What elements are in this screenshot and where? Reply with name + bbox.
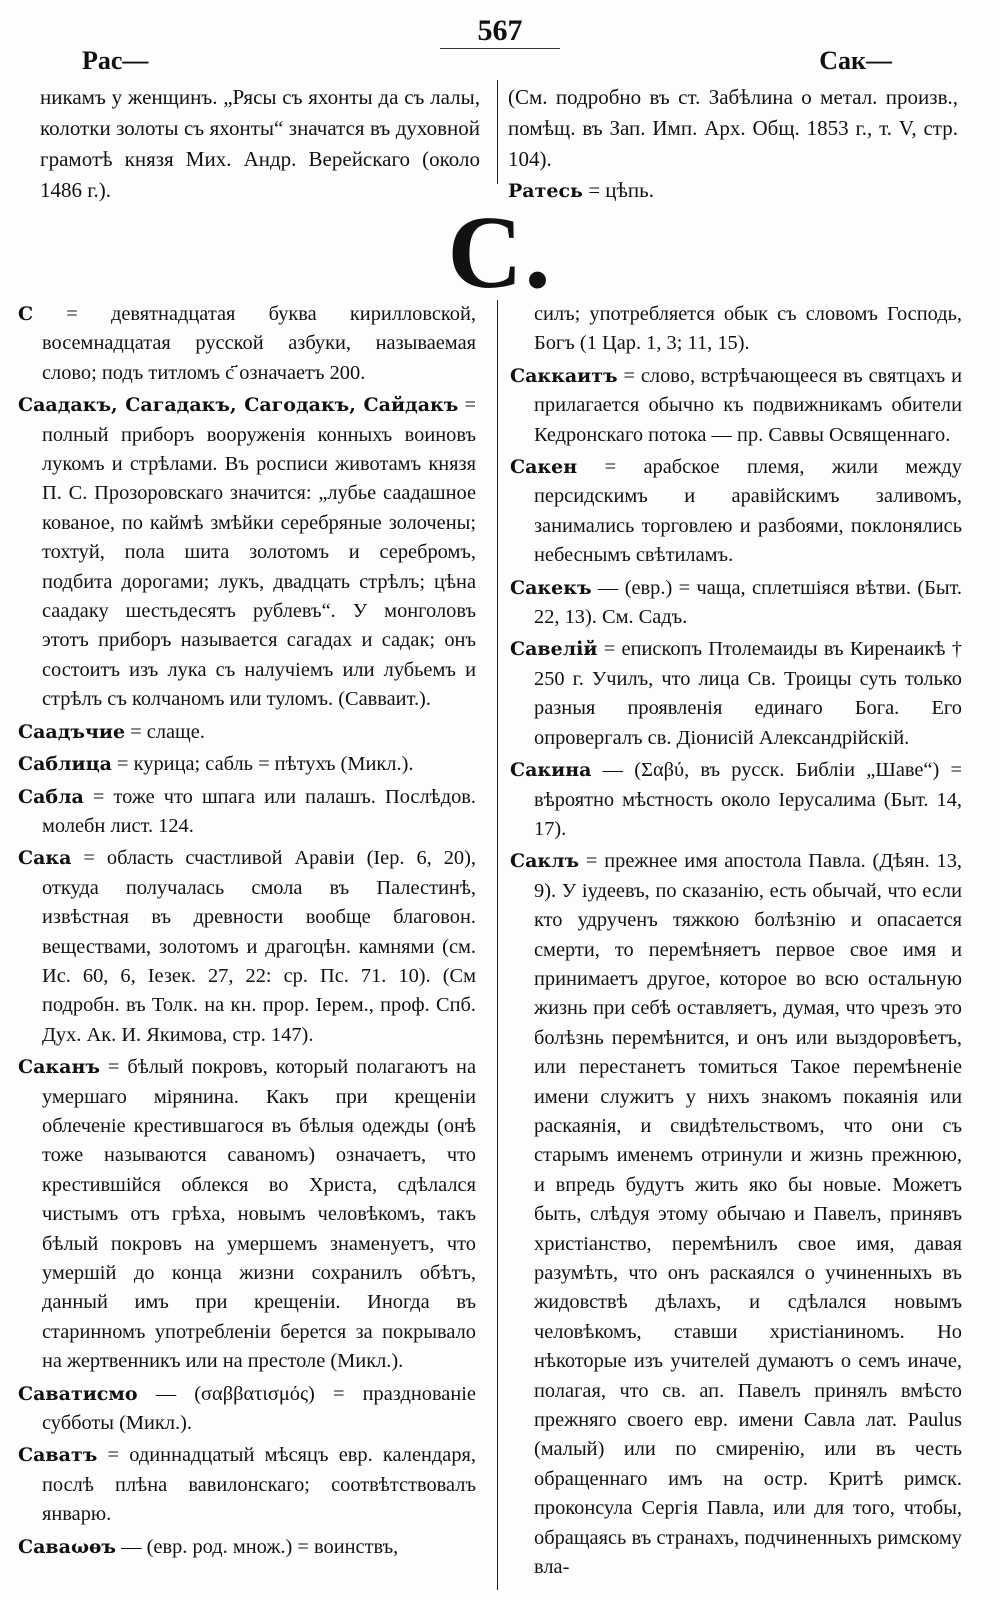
section-letter: С. [447, 195, 553, 310]
entry-body: — (σαββατισμός) = празднованіе субботы (Микл.). [42, 1382, 476, 1435]
dictionary-entry [510, 635, 962, 753]
dictionary-entry [510, 756, 962, 844]
entry-body: — (евр. род. множ.) = воинствъ, [116, 1535, 399, 1558]
entry-headword: Сакен [510, 456, 578, 479]
entry-headword: Савелій [510, 638, 598, 661]
entry-headword: С [18, 303, 34, 325]
entry-headword: Саканъ [18, 1056, 100, 1079]
page-number-rule [440, 48, 560, 49]
entry-body: = бѣлый покровъ, который полагаютъ на умершаго мірянина. Какъ при крещеніи облеченіе крестившагося въ бѣлыя одежды (онѣ тоже называются саваномъ) означаетъ, что крестившійся облекся во Христа, сдѣлался чистымъ отъ грѣха, новымъ человѣкомъ, такъ бѣлый покровъ на умершемъ знаменуетъ, что умершій до конца жизни сохранилъ обѣтъ, данный имъ при крещеніи. Иногда въ старинномъ употребленіи берется за покрывало на жертвенникъ или на престоле (Микл.). [42, 1056, 476, 1373]
entry-body: = область счастливой Аравіи (Iер. 6, 20), откуда получалась смола въ Палестинѣ, извѣстная въ древности вообще благовон. веществами, золотомъ и драгоцѣн. камнями (см. Ис. 60, 6, Iезек. 27, 22: ср. Пс. 71. 10). (См подробн. въ Толк. на кн. прор. Iерем., проф. Спб. Дух. Ак. И. Якимова, стр. 147). [42, 847, 476, 1046]
dictionary-entry [18, 1533, 476, 1562]
entry-headword: Саклъ [510, 850, 580, 873]
entry-headword: Сакекъ [510, 576, 592, 599]
running-head-left: Рас— [82, 46, 149, 75]
dictionary-entry [510, 847, 962, 1582]
dictionary-entry [18, 1053, 476, 1376]
entry-headword: Саватисмо [18, 1382, 138, 1405]
entry-headword: Сабла [18, 785, 84, 808]
dictionary-entry [18, 783, 476, 842]
entry-body: = арабское племя, жили между персидскимъ и аравійскимъ заливомъ, занимались торговлею и разбоями, поклонялись небеснымъ свѣтиламъ. [534, 456, 962, 567]
dictionary-entry [510, 362, 962, 450]
dictionary-entry [18, 300, 476, 388]
page-number: 567 [477, 14, 523, 47]
entry-headword: Саваωѳъ [18, 1535, 117, 1558]
entry-headword: Саватъ [18, 1444, 98, 1467]
dictionary-entry [510, 300, 962, 359]
dictionary-entry [18, 391, 476, 714]
entry-headword: Саадакъ, Сагадакъ, Сагодакъ, Сайдакъ [18, 394, 459, 417]
entry-body: = цѣпь. [582, 178, 654, 202]
top-column-divider [497, 80, 498, 184]
top-left-text: никамъ у женщинъ. „Рясы съ яхонты да съ лалы, колотки золоты съ яхонты“ значатся въ духовной грамотѣ князя Мих. Андр. Верейскаго (около 1486 г.). [40, 85, 480, 202]
dictionary-entry [18, 844, 476, 1050]
entry-body: = тоже что шпага или палашъ. Послѣдов. молебн лист. 124. [42, 785, 476, 837]
top-left-continuation [40, 82, 480, 206]
entry-body: = слаще. [125, 720, 205, 743]
entry-body: = курица; сабль = пѣтухъ (Микл.). [111, 753, 414, 776]
entry-body: = епископъ Птолемаиды въ Киренаикѣ † 250 г. Училъ, что лица Св. Троицы суть только разныя проявленія единаго Бога. Его опровергалъ св. Діонисій Александрійскій. [534, 638, 962, 749]
right-column [510, 300, 962, 1585]
column-divider [497, 300, 498, 1590]
dictionary-entry [18, 1441, 476, 1529]
entry-body: = одиннадцатый мѣсяцъ евр. календаря, послѣ плѣна вавилонскаго; соотвѣтствовалъ январю. [42, 1444, 476, 1526]
dictionary-entry [18, 718, 476, 747]
entry-body: = девятнадцатая буква кирилловской, восемнадцатая русской азбуки, называемая слово; подъ титломъ с҃ означаетъ 200. [33, 303, 476, 384]
left-column [18, 300, 476, 1565]
entry-headword: Ратесь [508, 180, 583, 202]
entry-body: — (Σαβύ, въ русск. Библіи „Шаве“) = вѣроятно мѣстность около Iерусалима (Быт. 14, 17). [534, 759, 962, 840]
entry-headword: Саккаитъ [510, 364, 618, 387]
dictionary-entry [510, 453, 962, 571]
entry-headword: Саадъчие [18, 720, 126, 743]
top-right-text: (См. подробно въ ст. Забѣлина о метал. произв., помѣщ. въ Зап. Имп. Арх. Общ. 1853 г., т. V, стр. 104). [508, 85, 958, 171]
entry-body: — (евр.) = чаща, сплетшіяся вѣтви. (Быт. 22, 13). См. Садъ. [534, 576, 962, 629]
dictionary-entry [18, 750, 476, 779]
dictionary-entry [510, 574, 962, 633]
entry-body: силъ; употребляется обык съ словомъ Господь, Богъ (1 Цар. 1, 3; 11, 15). [534, 303, 962, 355]
entry-headword: Сака [18, 847, 72, 870]
top-right-continuation [508, 82, 958, 207]
running-head-right: Сак— [819, 46, 892, 75]
entry-headword: Сакина [510, 759, 592, 782]
entry-body: = полный приборъ вооруженія конныхъ воиновъ лукомъ и стрѣлами. Въ росписи животамъ князя П. С. Прозоровскаго значится: „лубье саадашное кованое, по каймѣ змѣйки серебряные золочены; тохтуй, пола шита золотомъ и серебромъ, подбита дорогами; лукъ, двадцать стрѣлъ; цѣна саадаку шестьдесятъ рублевъ“. У монголовъ этотъ приборъ называется сагадах и садак; онъ состоитъ изъ лука съ налучіемъ или лубьемъ и стрѣлъ съ колчаномъ или туломъ. (Савваит.). [42, 394, 476, 711]
entry-body: = прежнее имя апостола Павла. (Дѣян. 13, 9). У іудеевъ, по сказанію, есть обычай, что если кто удрученъ тяжкою болѣзнію и опасается смерти, то перемѣняетъ первое свое имя и принимаетъ другое, которое во всю остальную жизнь при себѣ оставляетъ, думая, что чрезъ это болѣзнь перемѣнится, и онъ или выздоровѣетъ, или перестанетъ томиться Такое перемѣненіе имени служитъ у нихъ знакомъ покаянія или раскаянія, и свидѣтельствомъ, что они съ старымъ именемъ отринули и жизнь прежнюю, и впредь будутъ жить яко бы новые. Можетъ быть, слѣдуя этому обычаю и Павелъ, принявъ христіанство, перемѣнилъ свое имя, давая разумѣть, что онъ раскаялся о учиненныхъ въ жидовствѣ дѣлахъ, и сдѣлался новымъ человѣкомъ, ставши христіаниномъ. Но нѣкоторые изъ учителей думаютъ о семъ иначе, полагая, что св. ап. Павелъ принялъ вмѣсто прежняго своего евр. имени Савла лат. Paulus (малый) или по смиренію, или въ честь обращеннаго имъ на остр. Критѣ римск. проконсула Сергія Павла, или для того, чтобы, обращаясь въ странахъ, подчиненныхъ римскому вла- [534, 850, 962, 1579]
dictionary-entry [18, 1380, 476, 1439]
entry-body: = слово, встрѣчающееся въ святцахъ и прилагается обычно къ подвижникамъ обители Кедронскаго потока — пр. Саввы Освященнаго. [534, 364, 962, 446]
entry-headword: Саблица [18, 753, 112, 776]
